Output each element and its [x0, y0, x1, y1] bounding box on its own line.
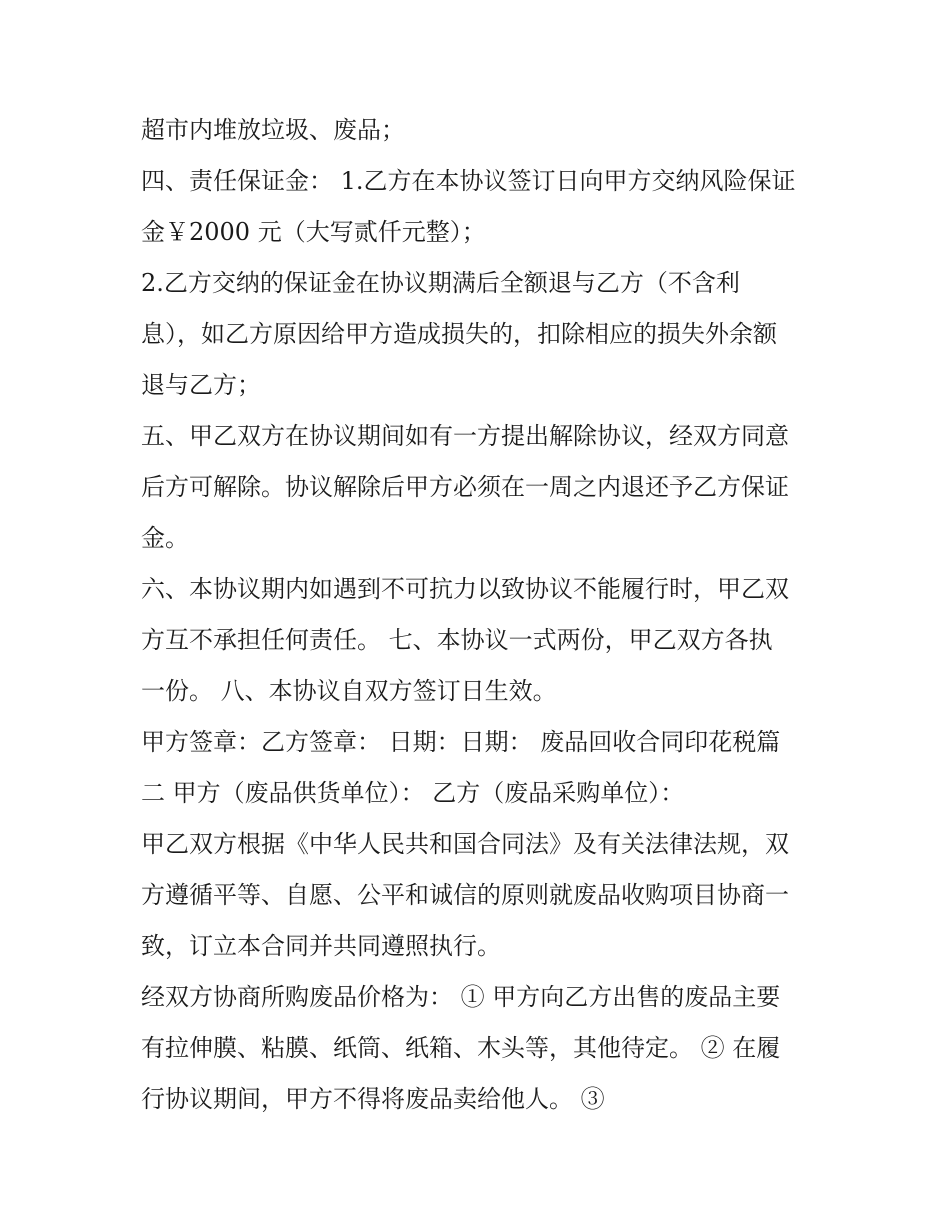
text-line: 方互不承担任何责任。 七、本协议一式两份，甲乙双方各执	[141, 626, 773, 654]
text-line: 超市内堆放垃圾、废品；	[141, 116, 405, 144]
text-line: 二 甲方（废品供货单位）： 乙方（废品采购单位）：	[141, 779, 685, 807]
text-line: 经双方协商所购废品价格为： ① 甲方向乙方出售的废品主要	[141, 983, 781, 1011]
text-line: 息），如乙方原因给甲方造成损失的，扣除相应的损失外余额	[141, 320, 777, 348]
text-line: 行协议期间，甲方不得将废品卖给他人。 ③	[141, 1085, 605, 1113]
text-line: 方遵循平等、自愿、公平和诚信的原则就废品收购项目协商一	[141, 881, 789, 909]
text-line: 有拉伸膜、粘膜、纸筒、纸箱、木头等，其他待定。 ② 在履	[141, 1034, 781, 1062]
text-line: 六、本协议期内如遇到不可抗力以致协议不能履行时，甲乙双	[141, 575, 789, 603]
text-line: 后方可解除。协议解除后甲方必须在一周之内退还予乙方保证	[141, 473, 789, 501]
text-line: 金￥2000 元（大写贰仟元整）；	[141, 218, 486, 246]
text-line: 金。	[141, 524, 189, 552]
text-line: 2.乙方交纳的保证金在协议期满后全额退与乙方（不含利	[141, 269, 740, 297]
text-line: 一份。 八、本协议自双方签订日生效。	[141, 677, 557, 705]
text-line: 五、甲乙双方在协议期间如有一方提出解除协议，经双方同意	[141, 422, 789, 450]
text-line: 退与乙方；	[141, 371, 261, 399]
text-line: 四、责任保证金： 1.乙方在本协议签订日向甲方交纳风险保证	[141, 167, 796, 195]
text-line: 甲方签章：乙方签章： 日期：日期： 废品回收合同印花税篇	[141, 728, 781, 756]
text-line: 致，订立本合同并共同遵照执行。	[141, 932, 501, 960]
text-line: 甲乙双方根据《中华人民共和国合同法》及有关法律法规，双	[141, 830, 789, 858]
document-body	[141, 105, 831, 1125]
